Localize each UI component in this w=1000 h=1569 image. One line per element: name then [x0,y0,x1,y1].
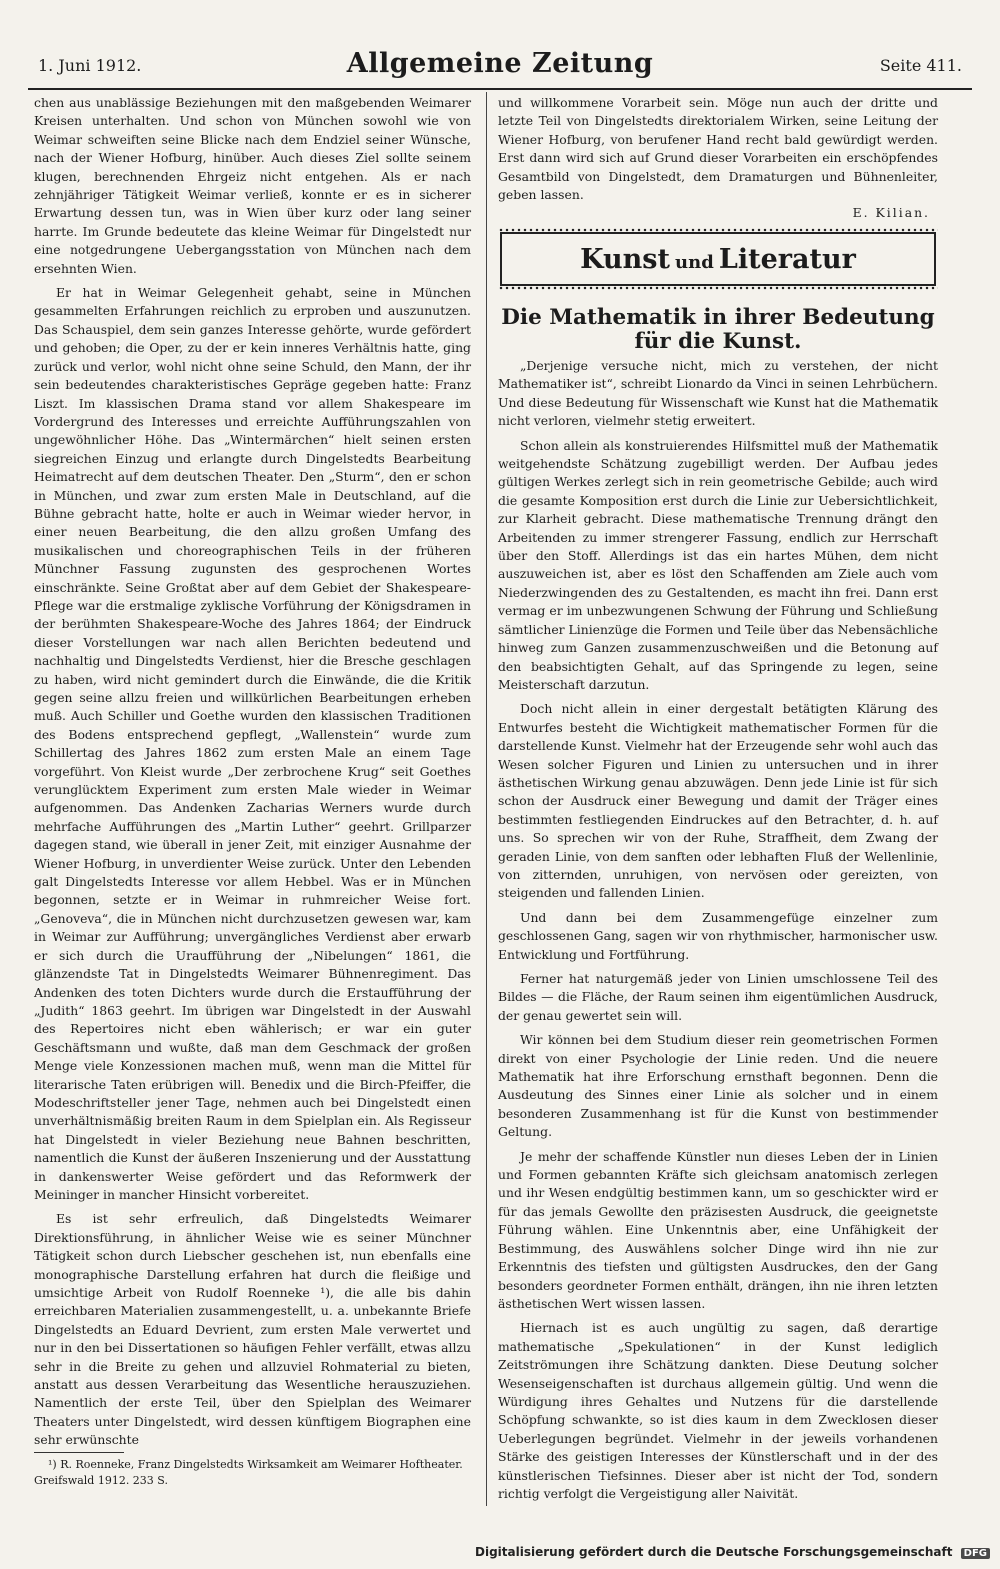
article-paragraph-8: Hiernach ist es auch ungültig zu sagen, daß derartige mathematische „Spekulationen“ in der Kunst lediglich Zeitströmungen ihre Schätzung dankten. Diese Deutung solcher Wesenseigenschaften ist durchaus allgemein gültig. Und wenn die Würdigung ihres Gehaltes und Nutzens für die darstellende Schöpfung schwankte, so ist dies kaum in dem Zwecklosen dieser Ueberlegungen begründet. Vielmehr in der jeweils vorhandenen Stärke des geistigen Interesses der Künstlerschaft und in der des künstlerischen Tiefsinnes. Dieser aber ist nicht der Tod, sondern richtig verfolgt die Vergeistigung aller Naivität. [498,1320,938,1501]
article-paragraph-4: Und dann bei dem Zusammengefüge einzelner zum geschlossenen Gang, sagen wir von rhythmischer, harmonischer usw. Entwicklung und Fortführung. [498,909,938,962]
banner-dot-border-bottom [498,286,938,290]
article-paragraph-7: Je mehr der schaffende Künstler nun dieses Leben der in Linien und Formen gebannten Kräfte sich gleichsam anatomisch zerlegen und ihr Wesen endgültig bestimmen kann, um so geschickter wird er für das jemals Gewollte den präzisesten Ausdruck, die geeignetste Führung wählen. Eine Unkenntnis aber, eine Unfähigkeit der Bestimmung, des Auswählens solcher Dinge wird ihn nie zur Erkenntnis des tiefsten und gültigsten Ausdruckes, den der Gang besonders geordneter Formen enthält, drängen, ihn nie ihren letzten ästhetischen Wert wissen lassen. [498,1148,938,1311]
article-paragraph-2: Schon allein als konstruierendes Hilfsmittel muß der Mathematik weitgehendste Schätzung zugebilligt werden. Der Aufbau jedes gültigen Werkes zerlegt sich in rein geometrische Gebilde; auch wird die gesamte Komposition erst durch die Linie zur Uebersichtlichkeit, zur Klarheit gebracht. Diese mathematische Trennung drängt den Arbeitenden zu immer strengerer Fassung, endlich zur Herrschaft über den Stoff. Allerdings ist das ein hartes Mühen, dem nicht auszuweichen ist, aber es löst den Schaffenden am Ziele auch vom Niederzwingenden des zu Gestaltenden, es macht ihn frei. Dann erst vermag er im unbezwungenen Schwung der Führung und Schließung sämtlicher Linienzüge die Formen und Teile über das Nebensächliche hinweg zum Ganzen zusammenzuschweißen und die Betonung auf den beabsichtigten Gehalt, auf das Springende zu legen, seine Meisterschaft darzutun. [498,437,938,692]
right-column-top [498,94,938,223]
credit-text: Digitalisierung gefördert durch die Deutsche Forschungsgemeinschaft [475,1545,953,1559]
left-paragraph-3: Es ist sehr erfreulich, daß Dingelstedts Weimarer Direktionsführung, in ähnlicher Weise wie es seiner Münchner Tätigkeit schon durch Liebscher geschehen ist, nun ebenfalls eine monographische Darstellung erfahren hat durch die fleißige und umsichtige Arbeit von Rudolf Roenneke ¹), die alle bis dahin erreichbaren Materialien zusammengestellt, u. a. unbekannte Briefe Dingelstedts an Eduard Devrient, zum ersten Male verwertet und nur in den bei Dissertationen so häufigen Fehler verfällt, etwas allzu sehr in die Breite zu gehen und allzuviel Rohmaterial zu bieten, anstatt aus dessen Verarbeitung das Wesentliche herauszuziehen. Namentlich der erste Teil, über den Spielplan des Weimarer Theaters unter Dingelstedt, wird dessen künftigem Biographen eine sehr erwünschte [34,1211,471,1448]
article-paragraph-1: „Derjenige versuche nicht, mich zu verstehen, der nicht Mathematiker ist“, schreibt Lionardo da Vinci in seinen Lehrbüchern. Und diese Bedeutung für Wissenschaft wie Kunst hat die Mathematik nicht verloren, vielmehr stetig erweitert. [498,358,938,429]
right-top-paragraph: und willkommene Vorarbeit sein. Möge nun auch der dritte und letzte Teil von Dingelstedts direktorialem Wirken, seine Leitung der Wiener Hofburg, von berufener Hand recht bald gewürdigt werden. Erst dann wird sich auf Grund dieser Vorarbeiten ein erschöpfendes Gesamtbild von Dingelstedt, dem Dramaturgen und Bühnenleiter, geben lassen. [498,95,938,203]
article-paragraph-5: Ferner hat naturgemäß jeder von Linien umschlossene Teil des Bildes — die Fläche, der Raum seinen ihm eigentümlichen Ausdruck, der genau gewertet sein will. [498,971,938,1023]
footnote-text: ¹) R. Roenneke, Franz Dingelstedts Wirksamkeit am Weimarer Hoftheater. Greifswald 1912. 233 S. [34,1458,463,1487]
header-rule [28,88,972,90]
right-column-body [498,357,938,1503]
digitization-credit [475,1545,990,1559]
left-paragraph-2: Er hat in Weimar Gelegenheit gehabt, seine in München gesammelten Erfahrungen reichlich zu erproben und auszunutzen. Das Schauspiel, dem sein ganzes Interesse gehörte, wurde gefördert und gehoben; die Oper, zu der er kein inneres Verhältnis hatte, ging zurück und verlor, wohl nicht ohne seine Schuld, den Mann, der ihr sein bedeutendes charakteristisches Gepräge gegeben hatte: Franz Liszt. Im klassischen Drama stand vor allem Shakespeare im Vordergrund des Interesses und erreichte Aufführungszahlen von ungewöhnlicher Höhe. Das „Wintermärchen“ hielt seinen ersten siegreichen Einzug und erlangte durch Dingelstedts Bearbeitung Heimatrecht auf dem deutschen Theater. Den „Sturm“, den er schon in München, und zwar zum ersten Male in Deutschland, auf die Bühne gebracht hatte, holte er auch in Weimar wieder hervor, in einer neuen Bearbeitung, die den allzu großen Umfang des musikalischen und choreographischen Teils in der früheren Münchner Fassung zugunsten des gesprochenen Wortes einschränkte. Seine Großtat aber auf dem Gebiet der Shakespeare-Pflege war die erstmalige zyklische Vorführung der Königsdramen in der berühmten Shakespeare-Woche des Jahres 1864; der Eindruck dieser Vorstellungen war nach allen Berichten bedeutend und nachhaltig und Dingelstedts Verdienst, hier die Bresche geschlagen zu haben, wird nicht gemindert durch die Einwände, die die Kritik gegen seine allzu freien und willkürlichen Bearbeitungen erheben muß. Auch Schiller und Goethe wurden den klassischen Traditionen des Bodens entsprechend gepflegt, „Wallenstein“ wurde zum Schillertag des Jahres 1862 zum ersten Male an einem Tage vorgeführt. Von Kleist wurde „Der zerbrochene Krug“ seit Goethes verunglücktem Experiment zum ersten Male wieder in Weimar aufgenommen. Das Andenken Zacharias Werners wurde durch mehrfache Aufführungen des „Martin Luther“ geehrt. Grillparzer dagegen stand, wie überall in jener Zeit, mit einziger Ausnahme der Wiener Hofburg, in unverdienter Weise zurück. Unter den Lebenden galt Dingelstedts Interesse vor allem Hebbel. Was er in München begonnen, setzte er in Weimar in ruhmreicher Weise fort. „Genoveva“, die in München nicht durchzusetzen gewesen war, kam in Weimar zur Aufführung; unvergängliches Verdienst aber erwarb er sich durch die Uraufführung der „Nibelungen“ 1861, die glänzendste Tat in Dingelstedts Weimarer Bühnenregiment. Das Andenken des toten Dichters wurde durch die Erstaufführung der „Judith“ 1863 geehrt. Im übrigen war Dingelstedt in der Auswahl des Repertoires nicht eben wählerisch; er war ein guter Geschäftsmann und wußte, daß man dem Geschmack der großen Menge viele Konzessionen machen muß, wenn man die Mittel für literarische Taten erübrigen will. Benedix und die Birch-Pfeiffer, die Modeschriftsteller jener Tage, nehmen auch bei Dingelstedt einen unverhältnismäßig breiten Raum in dem Spielplan ein. Als Regisseur hat Dingelstedt in vieler Beziehung neue Bahnen beschritten, namentlich die Kunst der äußeren Inszenierung und der Ausstattung in dankenswerter Weise gefördert und das Reformwerk der Meininger in mancher Hinsicht vorbereitet. [34,285,471,1202]
section-title-word-1: Kunst [580,244,670,275]
left-column [34,94,471,1450]
section-title [498,244,938,275]
left-paragraph-1: chen aus unablässige Beziehungen mit den maßgebenden Weimarer Kreisen unterhalten. Und schon von München sowohl wie von Weimar schweiften seine Blicke nach dem Endziel seiner Wünsche, nach der Wiener Hofburg, hinüber. Auch dieses Ziel sollte seinem klugen, berechnenden Ehrgeiz nicht entgehen. Als er nach zehnjähriger Tätigkeit Weimar verließ, konnte er es in sicherer Erwartung dessen tun, was in Wien über kurz oder lang seiner harrte. Im Grunde bedeutete das kleine Weimar für Dingelstedt nur eine notgedrungene Uebergangsstation von München nach dem ersehnten Wien. [34,95,471,276]
section-banner [498,228,938,290]
page-number: Seite 411. [879,56,962,75]
section-title-word-3: Literatur [718,244,856,275]
page-header [28,48,972,84]
article-paragraph-6: Wir können bei dem Studium dieser rein geometrischen Formen direkt von einer Psychologie der Linie reden. Und die neuere Mathematik hat ihre Erforschung ernsthaft begonnen. Denn die Ausdeutung des Sinnes einer Linie als solcher und in einem besonderen Zusammenhang ist für die Kunst von bestimmender Geltung. [498,1032,938,1140]
footnote-rule [34,1452,124,1453]
issue-date: 1. Juni 1912. [38,56,142,75]
column-divider [486,92,487,1506]
author-signature: E. Kilian. [852,205,930,221]
article-paragraph-3: Doch nicht allein in einer dergestalt betätigten Klärung des Entwurfes besteht die Wichtigkeit mathematischer Formen für die darstellende Kunst. Vielmehr hat der Erzeugende sehr wohl auch das Wesen solcher Figuren und Linien zu untersuchen und in ihrer ästhetischen Wirkung genau abzuwägen. Denn jede Linie ist für sich schon der Ausdruck einer Bewegung und damit der Träger eines bestimmten festliegenden Eindruckes auf den Betrachter, d. h. auf uns. So sprechen wir von der Ruhe, Straffheit, dem Zwang der geraden Linie, von dem sanften oder lebhaften Fluß der Wellenlinie, von zitternden, unruhigen, von nervösen oder gereizten, von steigenden und fallenden Linien. [498,701,938,901]
dfg-logo-icon: DFG [961,1548,990,1559]
footnote [34,1457,471,1489]
section-title-word-2: und [675,252,714,273]
article-title: Die Mathematik in ihrer Bedeutung für die Kunst. [501,305,935,354]
newspaper-title: Allgemeine Zeitung [346,48,654,79]
